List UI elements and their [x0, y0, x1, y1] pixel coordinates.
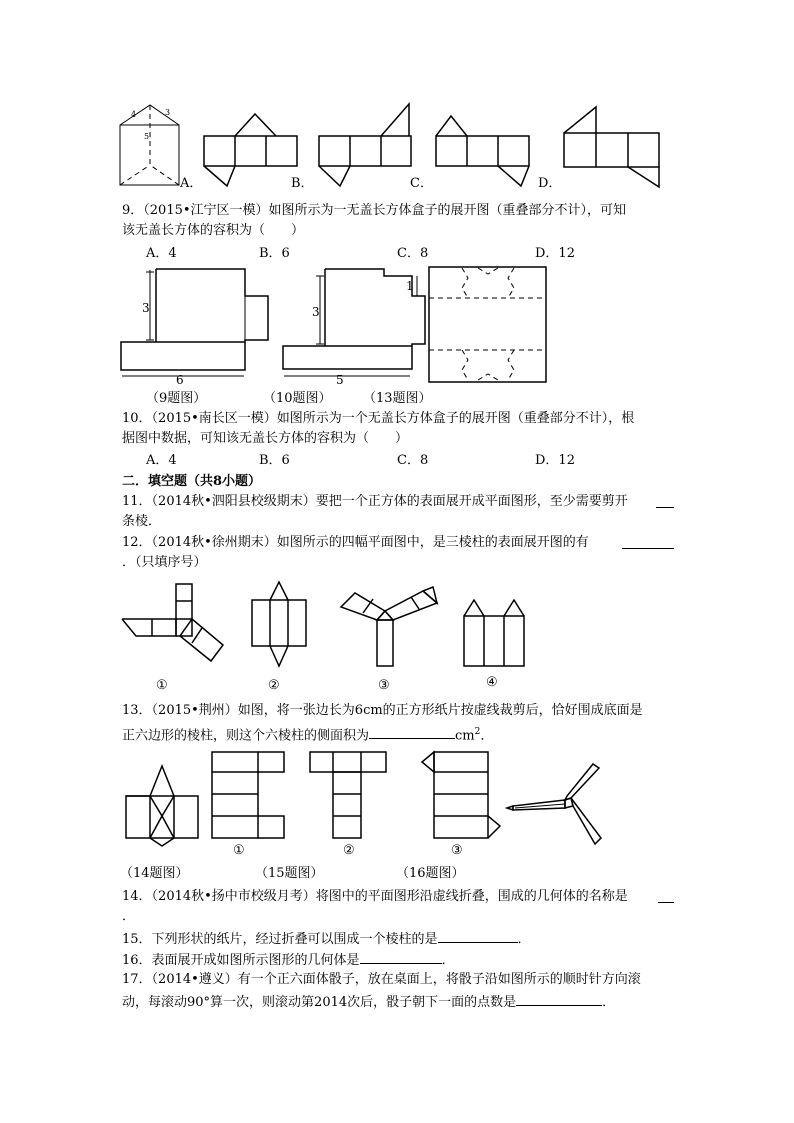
q10-option-c[interactable]: C．8	[397, 453, 429, 468]
fig15-net-3	[414, 750, 504, 842]
q8-net-d	[563, 103, 663, 189]
q10-option-d[interactable]: D．12	[535, 453, 575, 468]
q8-option-b[interactable]: B．	[291, 176, 314, 191]
fig9-side-label: 3	[142, 301, 150, 315]
q9-option-c[interactable]: C．8	[397, 246, 429, 261]
fig9-caption: （9题图）	[146, 391, 207, 406]
q10-option-a[interactable]: A．4	[146, 453, 177, 468]
q13-unit-exponent: 2	[474, 727, 481, 737]
q12-mark-4: ④	[486, 675, 498, 690]
q9-option-a[interactable]: A．4	[146, 246, 177, 261]
q16-line	[122, 951, 455, 969]
section-2-heading: 二．填空题（共8小题）	[122, 474, 262, 489]
q13-line-2-text: 正六边形的棱柱，则这个六棱柱的侧面积为	[122, 728, 370, 744]
fig13-caption: （13题图）	[363, 391, 432, 406]
q15-answer-blank[interactable]	[438, 930, 518, 943]
fig16-net	[505, 760, 610, 860]
q13-unit: cm	[455, 728, 475, 744]
fig10-side-label: 3	[312, 305, 320, 319]
fig10-top-label: 1	[406, 279, 414, 293]
q13-line-1: 13．（2015•荆州）如图，将一张边长为6cm的正方形纸片按虚线裁剪后，恰好围成底面是	[122, 703, 643, 718]
q8-net-c	[435, 110, 530, 188]
fig15-mark-1: ①	[233, 843, 245, 858]
fig15-mark-3: ③	[451, 843, 463, 858]
q10-option-b[interactable]: B．6	[259, 453, 290, 468]
fig9-bottom-label: 6	[176, 373, 184, 387]
q12-fig-3	[337, 585, 442, 670]
fig15-mark-2: ②	[343, 843, 355, 858]
q14-answer-blank[interactable]	[658, 890, 674, 903]
q17-answer-blank[interactable]	[516, 993, 602, 1006]
fig14-net	[122, 758, 202, 846]
q12-fig-1	[120, 583, 225, 668]
q12-line-1: 12．（2014秋•徐州期末）如图所示的四幅平面图中，是三棱柱的表面展开图的有	[122, 535, 589, 550]
q13-period: ．	[480, 728, 494, 744]
q9-option-d[interactable]: D．12	[535, 246, 575, 261]
q16-period: ．	[441, 953, 455, 968]
q17-period: ．	[602, 995, 616, 1010]
q12-mark-2: ②	[268, 678, 280, 693]
q12-mark-1: ①	[156, 678, 168, 693]
fig10-caption: （10题图）	[263, 391, 332, 406]
fig9-net	[118, 266, 273, 386]
q8-option-a[interactable]: A．	[180, 176, 203, 191]
prism-label-3: 3	[165, 108, 171, 117]
fig16-caption: （16题图）	[396, 866, 465, 881]
q12-line-2: ．（只填序号）	[122, 555, 207, 570]
q8-prism-figure	[115, 103, 185, 188]
q16-text: 16．表面展开成如图所示图形的几何体是	[122, 953, 360, 968]
fig10-bottom-label: 5	[336, 373, 344, 387]
q8-option-d[interactable]: D．	[538, 176, 562, 191]
q10-line-2: 据图中数据，可知该无盖长方体的容积为（ ）	[122, 431, 409, 446]
q8-option-c[interactable]: C．	[410, 176, 433, 191]
q13-answer-blank[interactable]	[369, 726, 455, 739]
q9-option-b[interactable]: B．6	[259, 246, 290, 261]
q12-mark-3: ③	[378, 678, 390, 693]
q15-period: ．	[517, 932, 531, 947]
fig15-caption: （15题图）	[255, 866, 324, 881]
q16-answer-blank[interactable]	[360, 951, 442, 964]
q9-line-1: 9．（2015•江宁区一模）如图所示为一无盖长方体盒子的展开图（重叠部分不计），可知	[122, 203, 627, 218]
q15-line	[122, 930, 531, 948]
fig15-net-1	[208, 750, 290, 842]
q17-line-2	[122, 993, 615, 1011]
fig15-net-2	[307, 750, 389, 842]
q12-fig-2	[247, 580, 309, 668]
q14-line-1: 14．（2014秋•扬中市校级月考）将图中的平面图形沿虚线折叠，围成的几何体的名称是	[122, 889, 628, 904]
q11-answer-blank[interactable]	[656, 495, 674, 508]
q17-line-2-text: 动，每滚动90°算一次，则滚动第2014次后，骰子朝下一面的点数是	[122, 995, 517, 1010]
q10-line-1: 10．（2015•南长区一模）如图所示为一个无盖长方体盒子的展开图（重叠部分不计），根	[122, 411, 635, 426]
q14-line-2: ．	[122, 909, 136, 924]
q12-answer-blank[interactable]	[622, 536, 674, 549]
q12-fig-4	[460, 598, 528, 670]
q9-line-2: 该无盖长方体的容积为（ ）	[122, 223, 305, 238]
q13-line-2	[122, 724, 493, 744]
q8-net-b	[318, 102, 413, 188]
fig10-net	[280, 266, 430, 388]
q11-line-2: 条棱．	[122, 514, 162, 529]
q11-line-1: 11．（2014秋•泗阳县校级期末）要把一个正方体的表面展开成平面图形，至少需要剪开	[122, 494, 628, 509]
q15-text: 15．下列形状的纸片，经过折叠可以围成一个棱柱的是	[122, 932, 438, 947]
prism-label-4: 4	[131, 110, 137, 119]
q17-line-1: 17．（2014•遵义）有一个正六面体骰子，放在桌面上，将骰子沿如图所示的顺时针方向滚	[122, 972, 641, 987]
fig14-caption: （14题图）	[120, 866, 189, 881]
q8-net-a	[203, 110, 298, 188]
prism-label-5: 5	[144, 132, 150, 141]
fig13-square	[428, 266, 548, 384]
